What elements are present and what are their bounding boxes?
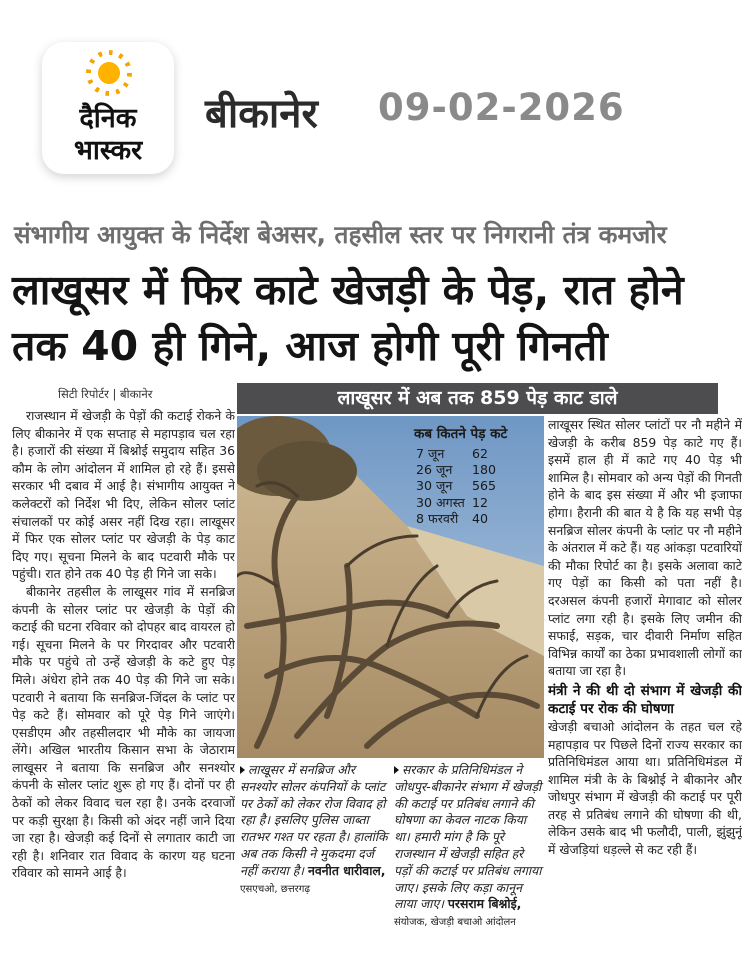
- stats-date: 26 जून: [416, 462, 453, 478]
- paragraph: बीकानेर तहसील के लाखूसर गांव में सनब्रिज कंपनी के सोलर प्लांट पर खेजड़ी के पेड़ों की कटाई की घटना रविवार को दोपहर बाद वायरल हो गई। सूचना मिलने के पर गिरदावर और पटवारी मौके पर पहुंचे तो उन्हें खेजड़ी के कटे हुए पेड़ मिले। अंधेरा होने तक 40 पेड़ की गिने जा सके। पटवारी ने बताया कि सनब्रिज-जिंदल के प्लांट पर पेड़ कटे हैं। सोमवार को पूरे पेड़ गिने जाएंगे। एसडीएम और तहसीलदार भी मौके का जायजा लेंगे। अखिल भारतीय किसान सभा के जेठाराम लाखूसर ने बताया कि सनब्रिज और सनश्योर कंपनी के सोलर प्लांट शुरू हो गए हैं। दोनों पर ही ठेकों को लेकर विवाद चल रहा है। उनके दरवाजों पर कड़ी सुरक्षा है। किसी को अंदर नहीं जाने दिया जा रहा है। खेजड़ी कई दिनों से लगातार काटी जा रही है। शनिवार रात विवाद के कारण यह घटना रविवार को सामने आई है।: [12, 583, 235, 881]
- stats-count: 12: [472, 494, 489, 510]
- quote-convener: [394, 762, 544, 932]
- article-column-4: [548, 416, 742, 954]
- kicker-headline: संभागीय आयुक्त के निर्देश बेअसर, तहसील स्तर पर निगरानी तंत्र कमजोर: [14, 220, 667, 249]
- sun-icon: [92, 56, 126, 90]
- stats-row: [416, 478, 496, 494]
- stats-title: कब कितने पेड़ कटे: [414, 426, 508, 442]
- header: [0, 0, 752, 200]
- cut-trees-illustration: [237, 416, 544, 758]
- quote-role: एसएचओ, छत्तरगढ़: [240, 883, 311, 895]
- stats-row: [416, 495, 496, 511]
- stats-count: 40: [472, 510, 489, 526]
- image-caption-text: लाखूसर में अब तक 859 पेड़ काट डाले: [337, 387, 618, 409]
- edition-date: 09-02-2026: [378, 86, 625, 129]
- byline: सिटी रिपोर्टर | बीकानेर: [58, 387, 153, 401]
- quote-sho: [240, 762, 390, 898]
- dainik-bhaskar-logo: [42, 42, 174, 174]
- stats-count: 62: [472, 446, 489, 461]
- stats-date: 7 जून: [416, 446, 445, 461]
- sub-headline: मंत्री ने की थी दो संभाग में खेजड़ी की कटाई पर रोक की घोषणा: [548, 682, 742, 717]
- stats-date: 8 फरवरी: [416, 510, 459, 526]
- stats-row: [416, 511, 496, 527]
- tree-cut-stats: [416, 446, 496, 527]
- stats-date: 30 अगस्त: [416, 494, 465, 510]
- paragraph: लाखूसर स्थित सोलर प्लांटों पर नौ महीने में खेजड़ी के करीब 859 पेड़ काटे गए हैं। इसमें हाल ही में काटे गए 40 पेड़ भी शामिल है। सोमवार को अन्य पेड़ों की गिनती होने के बाद इस संख्या में और भी इजाफा होगा। हैरानी की बात ये है कि यह सभी पेड़ सनब्रिज सोलर कंपनी के प्लांट पर नौ महीने के अंतराल में कटे हैं। यह आंकड़ा पटवारियों की मौका रिपोर्ट का है। इसके अलावा काटे गए पेड़ों का किसी को पता नहीं है। दरअसल कंपनी हजारों मेगावाट को सोलर प्लांट लगा रही है। इसके लिए जमीन की सफाई, सड़क, चार दीवारी निर्माण सहित विभिन्न कार्यों का ठेका प्रभावशाली लोगों का बताया जा रहा है।: [548, 417, 742, 679]
- quote-text: लाखूसर में सनब्रिज और सनश्योर सोलर कंपनियों के प्लांट पर ठेकों को लेकर रोज विवाद हो रहा है। इसलिए पुलिस जाब्ता रातभर गश्त पर रहता है। हालांकि अब तक किसी ने मुकदमा दर्ज नहीं कराया है।: [240, 762, 388, 878]
- logo-line-1: दैनिक: [79, 103, 137, 134]
- main-headline: लाखूसर में फिर काटे खेजड़ी के पेड़, रात होने तक 40 ही गिने, आज होगी पूरी गिनती: [12, 266, 684, 370]
- quote-text: सरकार के प्रतिनिधिमंडल ने जोधपुर-बीकानेर संभाग में खेजड़ी की कटाई पर प्रतिबंध लगाने की घोषणा का केवल नाटक किया था। हमारी मांग है कि पूरे राजस्थान में खेजड़ी सहित हरे पड़ों की कटाई पर प्रतिबंध लगाया जाए। इसके लिए कड़ा कानून लाया जाए।: [394, 762, 542, 912]
- stats-date: 30 जून: [416, 478, 453, 494]
- logo-line-2: भास्कर: [73, 135, 143, 166]
- quote-name: नवनीत धारीवाल,: [307, 862, 386, 878]
- paragraph: राजस्थान में खेजड़ी के पेड़ों की कटाई रोकने के लिए बीकानेर में एक सप्ताह से महापड़ाव चल रहा है। हजारों की संख्या में बिश्नोई समुदाय सहित 36 कौम के लोग आंदोलन में शामिल हो रहे हैं। इससे सरकार भी दबाव में आई है। संभागीय आयुक्त ने कलेक्टरों को निर्देश भी दिए, लेकिन सोलर प्लांट संचालकों पर कोई असर नहीं दिख रहा। लाखूसर में फिर एक सोलर प्लांट पर खेजड़ी के पेड़ काट दिए गए। सूचना मिलने के बाद पटवारी मौके पर पहुंची। रात होने तक 40 पेड़ ही गिने जा सके।: [12, 408, 235, 582]
- article-column-1: [12, 407, 235, 954]
- stats-row: [416, 446, 496, 462]
- edition-city: बीकानेर: [205, 91, 318, 137]
- stats-count: 565: [472, 478, 497, 494]
- stats-count: 180: [472, 462, 497, 478]
- quote-role: संयोजक, खेजड़ी बचाओ आंदोलन: [394, 917, 516, 929]
- triangle-bullet-icon: [394, 766, 399, 774]
- quote-name: परसराम बिश्नोई,: [447, 896, 522, 912]
- stats-row: [416, 462, 496, 478]
- image-caption-bar: [237, 383, 718, 414]
- news-photo-cut-trees: [237, 416, 544, 758]
- paragraph: खेजड़ी बचाओ आंदोलन के तहत चल रहे महापड़ाव पर पिछले दिनों राज्य सरकार का प्रतिनिधिमंडल आया था। प्रतिनिधिमंडल में शामिल मंत्री के के बिश्नोई ने बीकानेर और जोधपुर संभाग में खेजड़ी की कटाई पर पूरी तरह से प्रतिबंध लगाने की घोषणा की थी, लेकिन उसके बाद भी फलौदी, पाली, झुंझुनूं में खेजड़ियां धड़ल्ले से कट रही हैं।: [548, 718, 742, 858]
- triangle-bullet-icon: [240, 766, 245, 774]
